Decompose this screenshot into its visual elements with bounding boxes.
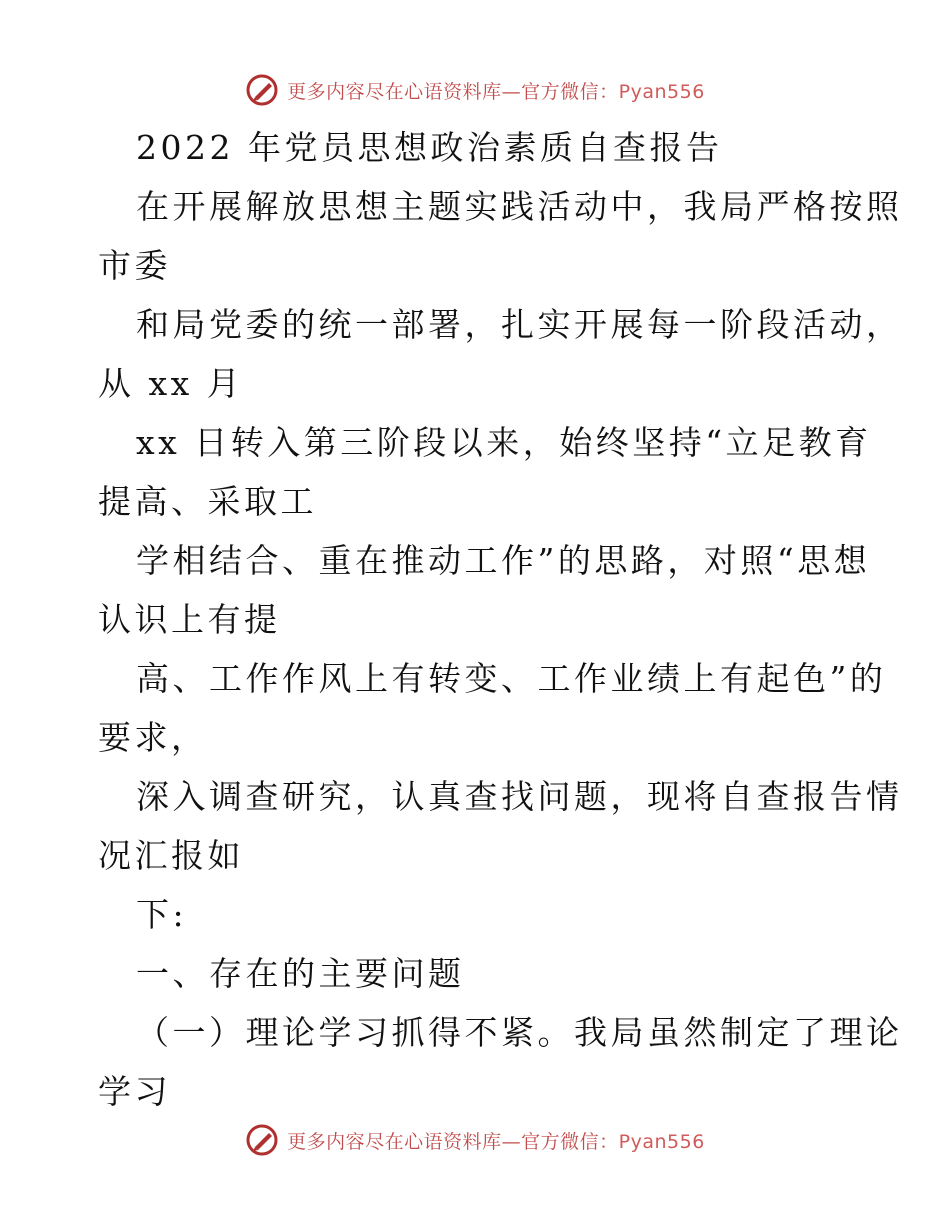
pen-logo-icon [245, 1123, 279, 1157]
doc-line: xx 日转入第三阶段以来，始终坚持“立足教育 [136, 423, 872, 462]
watermark-label: 更多内容尽在心语资料库—官方微信： [287, 80, 619, 103]
doc-line: 深入调查研究，认真查找问题，现将自查报告情 [136, 777, 903, 816]
doc-line: 况汇报如 [98, 836, 244, 875]
doc-line: 认识上有提 [98, 600, 281, 639]
watermark-wechat-id: Pyan556 [618, 1130, 705, 1153]
doc-line: 高、工作作风上有转变、工作业绩上有起色”的 [136, 659, 887, 698]
header-watermark [0, 70, 950, 110]
document-body [98, 118, 903, 1121]
watermark-label: 更多内容尽在心语资料库—官方微信： [287, 1130, 619, 1153]
doc-line: 学习 [98, 1072, 171, 1111]
doc-line: 学相结合、重在推动工作”的思路，对照“思想 [136, 541, 871, 580]
watermark-text [287, 77, 705, 104]
watermark-text [287, 1127, 705, 1154]
doc-line: 从 xx 月 [98, 364, 244, 403]
pen-logo-icon [245, 73, 279, 107]
doc-line: 下: [136, 895, 188, 934]
watermark-wechat-id: Pyan556 [618, 80, 705, 103]
doc-line: 提高、采取工 [98, 482, 317, 521]
footer-watermark [0, 1120, 950, 1160]
doc-line: 和局党委的统一部署，扎实开展每一阶段活动， [136, 305, 903, 344]
doc-line: 要求， [98, 718, 208, 757]
doc-line: 在开展解放思想主题实践活动中，我局严格按照 [136, 187, 903, 226]
doc-line: 市委 [98, 246, 171, 285]
doc-line: （一）理论学习抓得不紧。我局虽然制定了理论 [136, 1013, 903, 1052]
doc-line: 2022 年党员思想政治素质自查报告 [136, 128, 723, 167]
doc-line: 一、存在的主要问题 [136, 954, 465, 993]
